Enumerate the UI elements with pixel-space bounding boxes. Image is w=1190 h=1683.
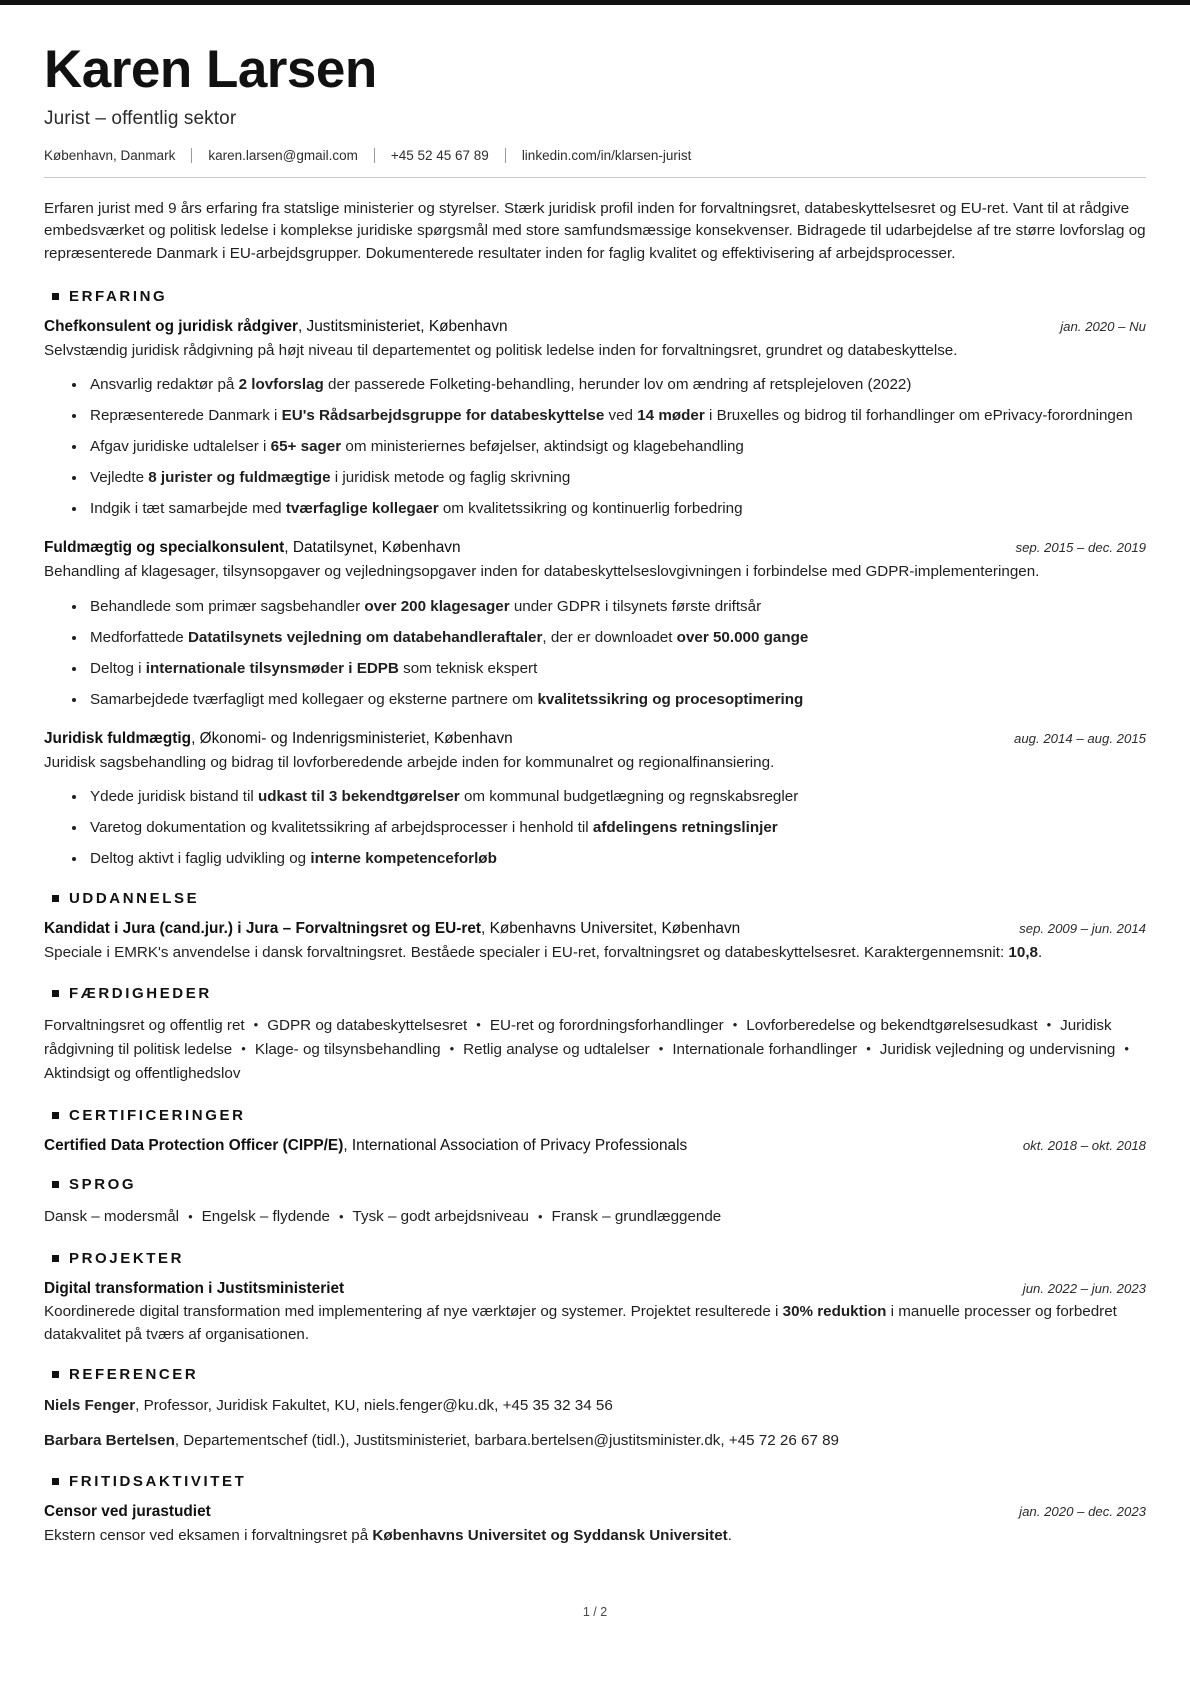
contact-phone[interactable]: +45 52 45 67 89 (390, 147, 489, 163)
entry-description: Ekstern censor ved eksamen i forvaltningsret på Københavns Universitet og Syddansk Universitet. (44, 1526, 732, 1544)
entry-bullet: Behandlede som primær sagsbehandler over 200 klagesager under GDPR i tilsynets første driftsår (70, 596, 1146, 618)
section-heading-projects (44, 1250, 1146, 1267)
entry-header (44, 1279, 1146, 1300)
entry-bullet: Deltog aktivt i faglig udvikling og interne kompetenceforløb (70, 848, 1146, 870)
entry-date: sep. 2009 – jun. 2014 (1019, 921, 1146, 937)
section-heading-education (44, 890, 1146, 907)
education-entry-list (44, 919, 1146, 964)
section-heading-certifications (44, 1107, 1146, 1124)
education-entry (44, 919, 1146, 964)
square-bullet-icon (52, 1371, 59, 1378)
separator-dot-icon: • (1124, 1041, 1129, 1057)
contact-location: København, Danmark (44, 147, 176, 163)
section-heading-label: UDDANNELSE (69, 890, 200, 908)
contact-divider (374, 148, 375, 163)
skill-item: EU-ret og forordningsforhandlinger (489, 1016, 724, 1034)
separator-dot-icon: • (537, 1208, 543, 1224)
certification-entry-list (44, 1136, 1146, 1157)
page-footer (44, 1565, 1146, 1643)
entry-description: Behandling af klagesager, tilsynsopgaver og vejledningsopgaver inden for databeskyttelseslovgivningen i forbindelse med GDPR-implementeringen. (44, 563, 1040, 581)
entry-date: jan. 2020 – dec. 2023 (1019, 1504, 1146, 1520)
reference-entry: Barbara Bertelsen, Departementschef (tidl.), Justitsministeriet, barbara.bertelsen@justitsminister.dk, +45 72 26 67 89 (44, 1432, 840, 1450)
language-item: Fransk – grundlæggende (551, 1208, 722, 1226)
entry-header (44, 538, 1146, 559)
square-bullet-icon (52, 1478, 59, 1485)
section-heading-skills (44, 985, 1146, 1002)
project-entry (44, 1279, 1146, 1347)
entry-header (44, 919, 1146, 940)
certification-name: Certified Data Protection Officer (CIPP/E), International Association of Privacy Professionals (44, 1136, 688, 1154)
certification-entry (44, 1136, 1146, 1157)
entry-bullet: Deltog i internationale tilsynsmøder i EDPB som teknisk ekspert (70, 658, 1146, 680)
profile-summary: Erfaren jurist med 9 års erfaring fra statslige ministerier og styrelser. Stærk juridisk profil inden for forvaltningsret, databeskyttelsesret og EU-ret. Vant til at rådgive embedsværket og politisk ledelse i komplekse juridiske spørgsmål med store samfundsmæssige konsekvenser. Bidragede til udarbejdelse af tre større lovforslag og repræsenterede Danmark i EU-arbejdsgrupper. Dokumenterede resultater inden for faglig kvalitet og effektivisering af arbejdsprocesser. (44, 199, 1146, 263)
language-item: Tysk – godt arbejdsniveau (352, 1208, 529, 1226)
entry-date: sep. 2015 – dec. 2019 (1015, 540, 1146, 556)
separator-dot-icon: • (732, 1017, 738, 1033)
square-bullet-icon (52, 990, 59, 997)
section-education (44, 890, 1146, 964)
entry-role: Chefkonsulent og juridisk rådgiver, Justitsministeriet, København (44, 318, 508, 336)
section-heading-label: REFERENCER (69, 1366, 199, 1384)
skill-item: Lovforberedelse og bekendtgørelsesudkast (746, 1016, 1038, 1034)
skill-item: Juridisk vejledning og undervisning (879, 1040, 1116, 1058)
language-item: Engelsk – flydende (201, 1208, 330, 1226)
experience-entry (44, 729, 1146, 870)
page-number: 1 / 2 (582, 1605, 608, 1620)
skill-item: Retlig analyse og udtalelser (463, 1040, 650, 1058)
separator-dot-icon: • (253, 1017, 259, 1033)
section-languages (44, 1176, 1146, 1229)
entry-description: Juridisk sagsbehandling og bidrag til lovforberedende arbejde inden for kommunalret og regionalfinansiering. (44, 753, 775, 771)
section-projects (44, 1250, 1146, 1347)
header-divider (44, 177, 1146, 178)
entry-date: aug. 2014 – aug. 2015 (1014, 730, 1146, 746)
experience-entry (44, 317, 1146, 520)
entry-bullet: Repræsenterede Danmark i EU's Rådsarbejdsgruppe for databeskyttelse ved 14 møder i Bruxelles og bidrog til forhandlinger om ePrivacy-forordningen (70, 405, 1146, 427)
entry-header (44, 729, 1146, 750)
section-heading-label: SPROG (69, 1176, 137, 1194)
section-activities (44, 1473, 1146, 1547)
skill-item: Internationale forhandlinger (672, 1040, 858, 1058)
entry-header (44, 317, 1146, 338)
entry-date: jun. 2022 – jun. 2023 (1022, 1280, 1146, 1296)
section-heading-languages (44, 1176, 1146, 1193)
section-skills (44, 985, 1146, 1087)
entry-bullet: Vejledte 8 jurister og fuldmægtige i juridisk metode og faglig skrivning (70, 467, 1146, 489)
section-certifications (44, 1107, 1146, 1157)
square-bullet-icon (52, 1112, 59, 1119)
skill-item: Juridisk rådgivning til politisk ledelse (44, 1016, 1112, 1058)
project-name: Digital transformation i Justitsministeriet (44, 1279, 345, 1297)
separator-dot-icon: • (241, 1041, 246, 1057)
section-references (44, 1366, 1146, 1453)
entry-bullet: Afgav juridiske udtalelser i 65+ sager om ministeriernes beføjelser, aktindsigt og klagebehandling (70, 436, 1146, 458)
entry-bullet: Varetog dokumentation og kvalitetssikring af arbejdsprocesser i henhold til afdelingens retningslinjer (70, 817, 1146, 839)
skill-item: Forvaltningsret og offentlig ret (44, 1016, 245, 1034)
entry-bullet-list (44, 596, 1146, 711)
top-accent-bar (0, 0, 1190, 5)
separator-dot-icon: • (1046, 1017, 1052, 1033)
entry-role: Juridisk fuldmægtig, Økonomi- og Indenrigsministeriet, København (44, 729, 513, 747)
project-entry-list (44, 1279, 1146, 1347)
entry-bullet: Ydede juridisk bistand til udkast til 3 bekendtgørelser om kommunal budgetlægning og regnskabsregler (70, 786, 1146, 808)
entry-description: Speciale i EMRK's anvendelse i dansk forvaltningsret. Beståede specialer i EU-ret, forvaltningsret og databeskyttelsesret. Karaktergennemsnit: 10,8. (44, 944, 1043, 962)
section-heading-label: FRITIDSAKTIVITET (69, 1473, 247, 1491)
activity-entry-list (44, 1502, 1146, 1547)
section-heading-label: PROJEKTER (69, 1249, 185, 1267)
section-heading-activities (44, 1473, 1146, 1490)
contact-linkedin[interactable]: linkedin.com/in/klarsen-jurist (521, 147, 692, 163)
square-bullet-icon (52, 895, 59, 902)
entry-header (44, 1136, 1146, 1157)
contact-email[interactable]: karen.larsen@gmail.com (208, 147, 358, 163)
entry-role: Fuldmægtig og specialkonsulent, Datatilsynet, København (44, 539, 461, 557)
square-bullet-icon (52, 1255, 59, 1262)
contact-divider (505, 148, 506, 163)
languages-list (44, 1205, 1146, 1229)
square-bullet-icon (52, 293, 59, 300)
resume-header (44, 0, 1146, 177)
page-title: Karen Larsen (44, 40, 377, 99)
entry-date: jan. 2020 – Nu (1060, 319, 1146, 335)
entry-bullet: Indgik i tæt samarbejde med tværfaglige kollegaer om kvalitetssikring og kontinuerlig forbedring (70, 498, 1146, 520)
entry-description: Koordinerede digital transformation med implementering af nye værktøjer og systemer. Projektet resulterede i 30% reduktion i manuelle processer og forbedret datakvalitet på tværs af organisationen. (44, 1303, 1117, 1343)
square-bullet-icon (52, 1181, 59, 1188)
entry-bullet: Medforfattede Datatilsynets vejledning om databehandleraftaler, der er downloadet over 50.000 gange (70, 627, 1146, 649)
section-heading-label: CERTIFICERINGER (69, 1106, 246, 1124)
professional-headline: Jurist – offentlig sektor (44, 107, 237, 129)
section-heading-label: ERFARING (69, 288, 168, 306)
separator-dot-icon: • (188, 1208, 193, 1224)
entry-date: okt. 2018 – okt. 2018 (1022, 1137, 1146, 1153)
contact-bar (44, 148, 1146, 177)
skill-item: Aktindsigt og offentlighedslov (44, 1065, 241, 1083)
entry-bullet-list (44, 786, 1146, 870)
section-heading-references (44, 1366, 1146, 1383)
section-heading-label: FÆRDIGHEDER (69, 984, 212, 1002)
separator-dot-icon: • (866, 1041, 871, 1057)
activity-entry (44, 1502, 1146, 1547)
entry-bullet: Samarbejdede tværfagligt med kollegaer og eksterne partnere om kvalitetssikring og procesoptimering (70, 689, 1146, 711)
skill-item: Klage- og tilsynsbehandling (254, 1040, 441, 1058)
reference-entry-list (44, 1395, 1146, 1453)
separator-dot-icon: • (658, 1041, 664, 1057)
entry-bullet-list (44, 374, 1146, 520)
entry-description: Selvstændig juridisk rådgivning på højt niveau til departementet og politisk ledelse inden for forvaltningsret, grundret og databeskyttelse. (44, 341, 958, 359)
activity-name: Censor ved jurastudiet (44, 1503, 211, 1521)
entry-bullet: Ansvarlig redaktør på 2 lovforslag der passerede Folketing-behandling, herunder lov om ændring af retsplejeloven (2022) (70, 374, 1146, 396)
contact-divider (191, 148, 192, 163)
section-experience (44, 288, 1146, 870)
experience-entry-list (44, 317, 1146, 870)
skill-item: GDPR og databeskyttelsesret (267, 1016, 468, 1034)
language-item: Dansk – modersmål (44, 1208, 180, 1226)
section-heading-experience (44, 288, 1146, 305)
experience-entry (44, 538, 1146, 710)
skills-list (44, 1014, 1146, 1087)
separator-dot-icon: • (476, 1017, 481, 1033)
entry-degree: Kandidat i Jura (cand.jur.) i Jura – Forvaltningsret og EU-ret, Københavns Universitet, København (44, 920, 741, 938)
separator-dot-icon: • (449, 1041, 455, 1057)
entry-header (44, 1502, 1146, 1523)
reference-entry: Niels Fenger, Professor, Juridisk Fakultet, KU, niels.fenger@ku.dk, +45 35 32 34 56 (44, 1397, 613, 1415)
separator-dot-icon: • (338, 1208, 344, 1224)
